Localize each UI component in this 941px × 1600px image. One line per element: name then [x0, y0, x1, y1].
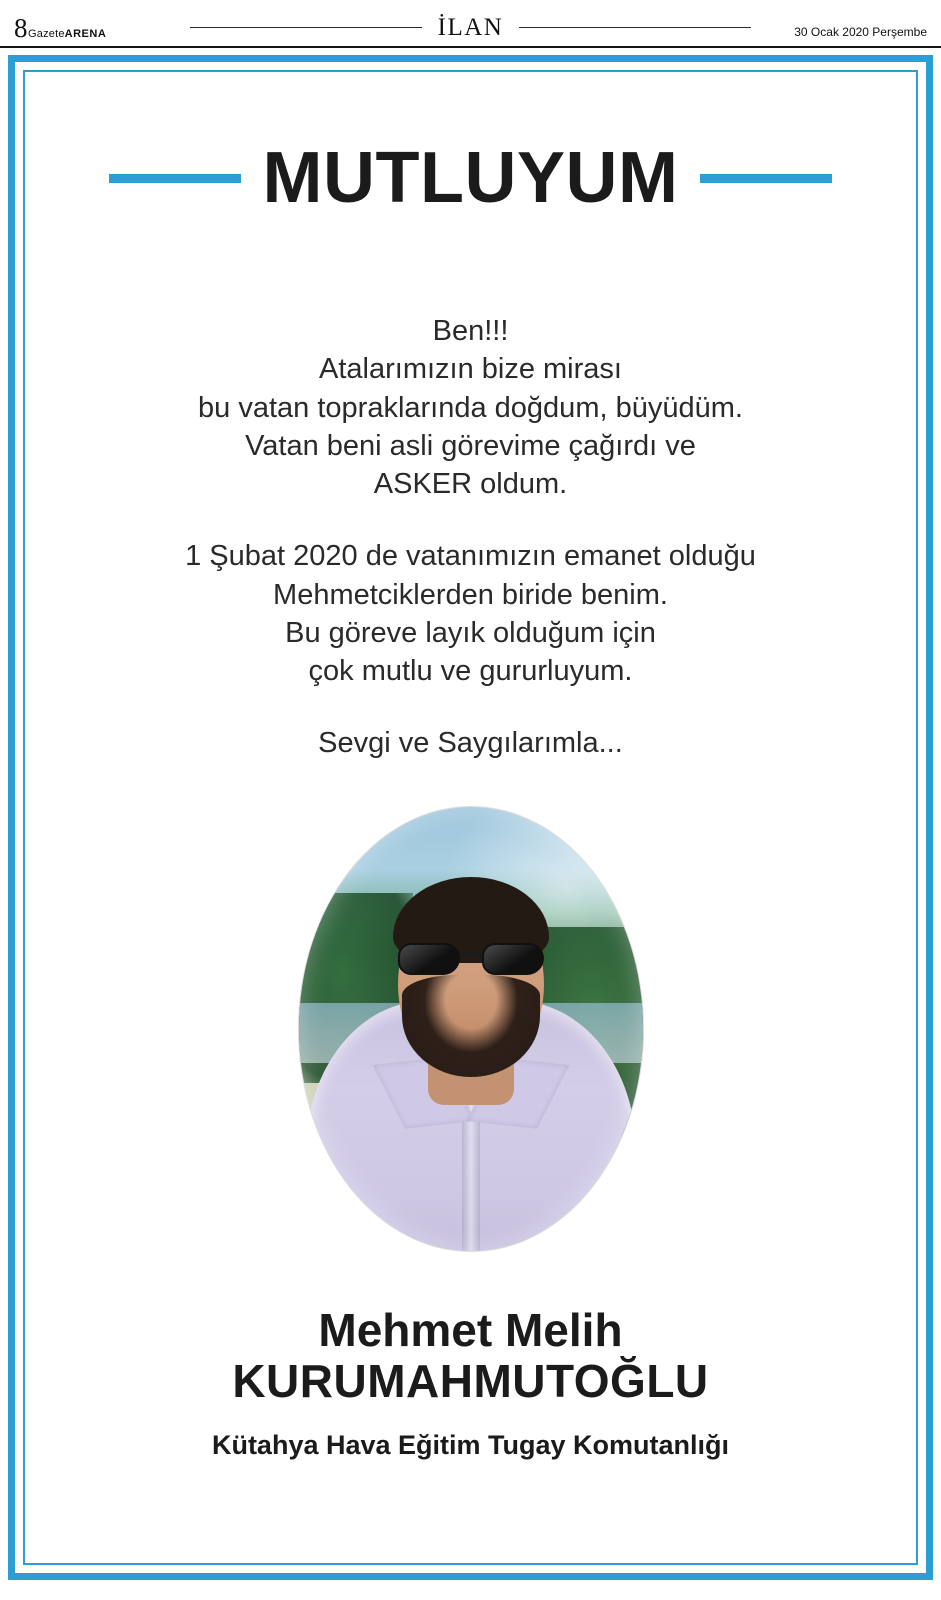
rule-left [190, 27, 422, 28]
advertisement-frame-inner [23, 70, 918, 1565]
body-line: Vatan beni asli görevime çağırdı ve [245, 429, 696, 462]
newspaper-logo [28, 28, 106, 40]
body-line: Ben!!! [432, 315, 509, 347]
signer-last-name: KURUMAHMUTOĞLU [232, 1355, 709, 1408]
brand-name-bold: ARENA [64, 28, 107, 40]
signer-first-name: Mehmet Melih [318, 1303, 623, 1356]
headline-rule-left [109, 174, 241, 183]
portrait-image [299, 807, 643, 1251]
signer-unit: Kütahya Hava Eğitim Tugay Komutanlığı [211, 1429, 730, 1460]
headline-rule-right [700, 174, 832, 183]
body-line: Mehmetciklerden biride benim. [273, 578, 668, 611]
body-line: 1 Şubat 2020 de vatanımızın emanet olduğu [185, 540, 756, 573]
body-line: çok mutlu ve gururluyum. [308, 655, 633, 688]
body-line: Bu göreve layık olduğum için [285, 616, 656, 649]
portrait-photo [299, 807, 643, 1251]
page-number: 8 [14, 13, 27, 43]
masthead [0, 0, 941, 46]
sunglasses-icon [396, 943, 546, 977]
signature-block [212, 1305, 729, 1461]
body-line: bu vatan topraklarında doğdum, büyüdüm. [198, 391, 743, 424]
body-line: ASKER oldum. [373, 468, 568, 501]
masthead-divider [0, 46, 941, 48]
section-title: İLAN [437, 14, 504, 41]
body-line: Atalarımızın bize mirası [319, 353, 622, 386]
masthead-brand [14, 15, 106, 42]
advertisement-frame-outer [8, 55, 933, 1580]
rule-right [519, 27, 751, 28]
sunglasses-lens-right [482, 943, 544, 975]
sunglasses-bridge [460, 952, 482, 956]
body-line: Sevgi ve Saygılarımla... [318, 727, 623, 760]
sunglasses-lens-left [398, 943, 460, 975]
brand-name-thin: Gazete [28, 28, 65, 40]
ad-body-copy [185, 312, 756, 763]
paragraph-gap [185, 690, 756, 724]
paragraph-gap [185, 503, 756, 537]
headline-row [65, 138, 876, 218]
issue-date: 30 Ocak 2020 Perşembe [794, 25, 927, 39]
ad-headline: MUTLUYUM [262, 138, 679, 218]
